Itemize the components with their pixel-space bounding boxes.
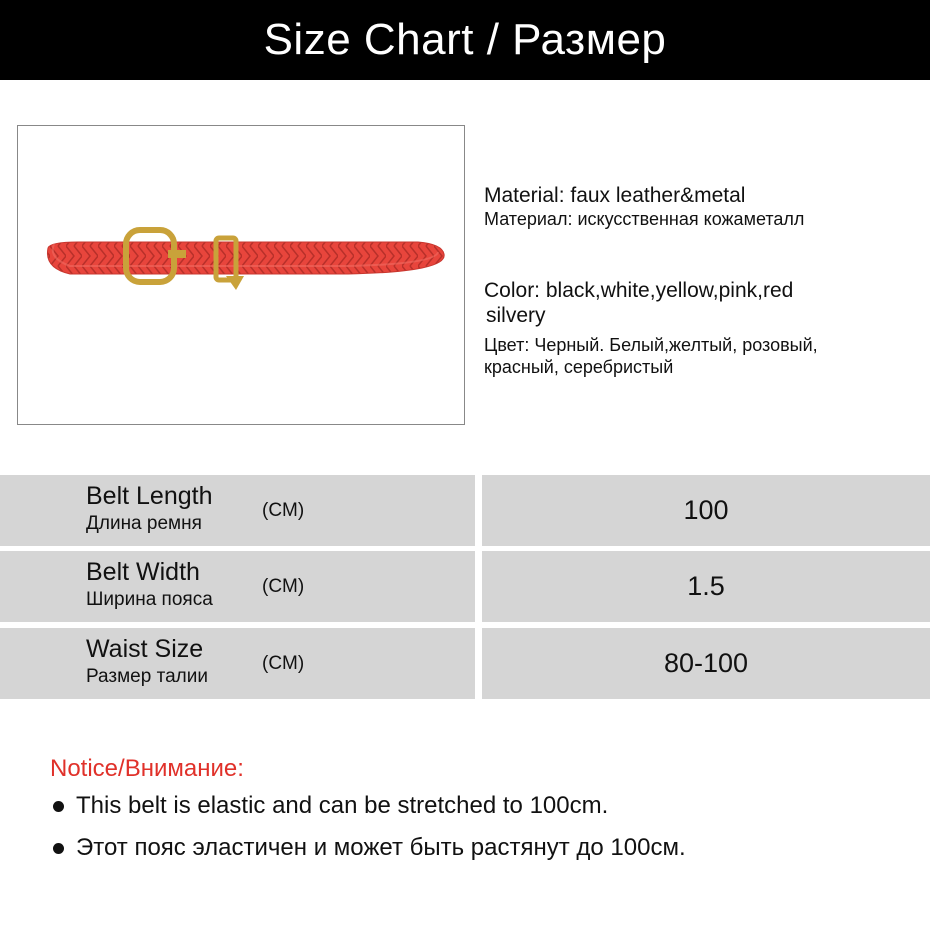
material-en: Material: faux leather&metal [484, 184, 746, 207]
table-row [0, 628, 930, 699]
row-value-cell [482, 475, 930, 546]
row-value-cell [482, 628, 930, 699]
notice-line-en [50, 792, 608, 820]
color-en-line1: Color: black,white,yellow,pink,red [484, 279, 794, 302]
row-value: 80-100 [663, 648, 749, 678]
row-label-ru: Размер талии [86, 666, 208, 687]
row-label-ru: Длина ремня [86, 513, 202, 534]
color-info [484, 278, 818, 378]
row-label-cell [0, 475, 475, 546]
belt-band [47, 242, 444, 274]
color-en-line2: silvery [486, 304, 546, 327]
color-ru-line2: красный, серебристый [484, 357, 674, 377]
row-label-en: Belt Width [86, 558, 200, 586]
bullet-icon [53, 843, 64, 854]
row-unit: (CM) [262, 576, 305, 597]
row-label-en: Belt Length [86, 482, 213, 510]
notice-title: Notice/Внимание: [50, 755, 244, 782]
row-unit: (CM) [262, 500, 305, 521]
row-label-cell [0, 551, 475, 622]
row-unit: (CM) [262, 653, 305, 674]
table-row [0, 475, 930, 546]
color-ru-line1: Цвет: Черный. Белый,желтый, розовый, [484, 335, 818, 355]
notice-text-en: This belt is elastic and can be stretched to 100cm. [76, 792, 609, 819]
page-title: Size Chart / Размер [263, 15, 667, 64]
material-ru: Материал: искусственная кожаметалл [484, 209, 805, 229]
row-value: 1.5 [687, 571, 725, 601]
notice-text-ru: Этот пояс эластичен и может быть растянут до 100см. [76, 834, 686, 861]
table-row [0, 551, 930, 622]
belt-illustration [18, 126, 464, 424]
row-label-en: Waist Size [86, 635, 204, 663]
row-label-cell [0, 628, 475, 699]
row-value: 100 [683, 495, 729, 525]
notice-line-ru [50, 834, 686, 862]
page-header [0, 0, 930, 80]
row-value-cell [482, 551, 930, 622]
product-image [17, 125, 465, 425]
row-label-ru: Ширина пояса [86, 589, 213, 610]
material-info [484, 183, 804, 230]
bullet-icon [53, 801, 64, 812]
